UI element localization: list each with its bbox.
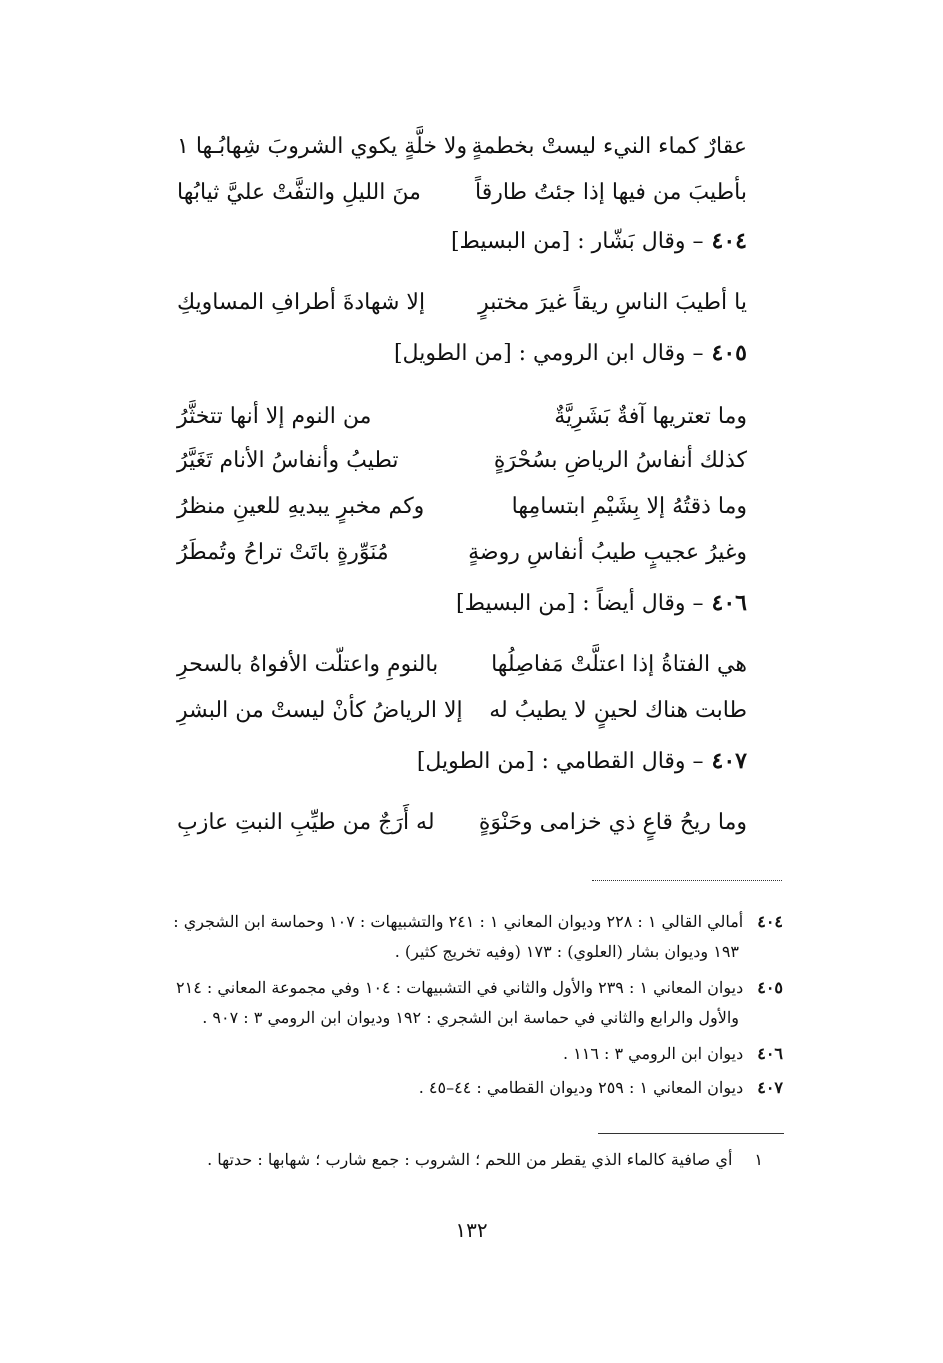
verse-second-hemistich: ولا خلَّةٍ يكوي الشروبَ شِهابُـها ١ (177, 133, 468, 159)
footnote-continuation: والأول والرابع والثاني في حماسة ابن الشجري : ١٩٢ وديوان ابن الرومي ٣ : ٩٠٧ . (202, 1008, 739, 1027)
footnote-text: ديوان ابن الرومي ٣ : ١١٦ . (562, 1044, 744, 1063)
section-title: – وقال بَشّار : [من البسيط] (450, 229, 704, 254)
section-title: – وقال أيضاً : [من البسيط] (456, 591, 704, 616)
verse-first-hemistich: طابت هناك لحينٍ لا يطيبُ له (489, 697, 747, 723)
verse-line (177, 486, 747, 526)
footnote-number: ٤٠٤ (757, 912, 783, 931)
section-heading-407 (417, 748, 747, 774)
note-number: ١ (754, 1150, 763, 1169)
verse-first-hemistich: وما ريحُ قاعٍ ذي خزامى وحَنْوَةٍ (478, 809, 747, 835)
verse-line (177, 802, 747, 842)
verse-line (177, 644, 747, 684)
page-number: ١٣٢ (455, 1218, 488, 1242)
verse-second-hemistich: له أَرَجٌ من طيِّبِ النبتِ عازبِ (177, 809, 435, 835)
verse-line (177, 396, 747, 436)
verse-second-hemistich: وكم مخبرٍ يبديهِ للعينِ منظرُ (177, 493, 425, 519)
source-footnote-405 (176, 978, 783, 997)
verse-second-hemistich: منَ الليلِ والتفَّتْ عليَّ ثيابُها (177, 179, 421, 205)
footnote-separator (592, 880, 782, 881)
verse-second-hemistich: بالنومِ واعتلّت الأفواهُ بالسحرِ (177, 651, 439, 677)
explanatory-note (207, 1150, 763, 1169)
footnote-number: ٤٠٧ (757, 1078, 783, 1097)
verse-second-hemistich: من النوم إلا أنها تتخثَّرُ (177, 403, 372, 429)
section-number: ٤٠٧ (711, 748, 747, 774)
footnote-number: ٤٠٦ (757, 1044, 783, 1063)
note-text: أي صافية كالماء الذي يقطر من اللحم ؛ الشروب : جمع شارب ؛ شهابها : حدتها . (207, 1150, 733, 1169)
verse-second-hemistich: تطيبُ وأنفاسُ الأنام تَغَيَّرُ (177, 447, 399, 473)
verse-line (177, 440, 747, 480)
verse-line (177, 126, 747, 166)
source-footnote-407 (419, 1078, 783, 1097)
section-title: – وقال ابن الرومي : [من الطويل] (393, 341, 704, 366)
verse-line (177, 532, 747, 572)
verse-line (177, 282, 747, 322)
verse-second-hemistich: مُنَوِّرةٍ باتَتْ تراحُ وتُمطَرُ (177, 539, 389, 565)
verse-first-hemistich: وما تعتريها آفةٌ بَشَرِيَّةٌ (554, 403, 747, 429)
verse-first-hemistich: بأطيبَ من فيها إذا جئتُ طارقاً (475, 179, 747, 205)
footnote-text: أمالي القالي ١ : ٢٢٨ وديوان المعاني ١ : ٢٤١ والتشبيهات : ١٠٧ وحماسة ابن الشجري : (173, 912, 744, 931)
footnote-text: ديوان المعاني ١ : ٢٥٩ وديوان القطامي : ٤٤–٤٥ . (418, 1078, 744, 1097)
section-number: ٤٠٤ (711, 228, 747, 254)
verse-second-hemistich: إلا الرياضُ كأنْ ليستْ من البشرِ (177, 697, 463, 723)
footnote-continuation: ١٩٣ وديوان بشار (العلوي) : ١٧٣ (وفيه تخريج كثير) . (394, 942, 739, 961)
verse-first-hemistich: كذلك أنفاسُ الرياضِ بسُحْرَةٍ (493, 447, 747, 473)
verse-first-hemistich: يا أطيبَ الناسِ ريقاً غيرَ مختبرٍ (478, 289, 747, 315)
source-footnote-404 (173, 912, 783, 931)
verse-first-hemistich: عقارٌ كماء النيء ليستْ بخطمةٍ (471, 133, 747, 159)
verse-line (177, 172, 747, 212)
verse-first-hemistich: وغيرُ عجيبٍ طيبُ أنفاسِ روضةٍ (468, 539, 747, 565)
verse-first-hemistich: هي الفتاةُ إذا اعتلَّتْ مَفاصِلُها (491, 651, 747, 677)
section-title: – وقال القطامي : [من الطويل] (416, 749, 704, 774)
note-separator (598, 1133, 784, 1134)
verse-line (177, 690, 747, 730)
section-heading-404 (451, 228, 747, 254)
verse-first-hemistich: وما ذقتُهُ إلا بِشَيْمِ ابتسامِها (511, 493, 747, 519)
footnote-text: ديوان المعاني ١ : ٢٣٩ والأول والثاني في التشبيهات : ١٠٤ وفي مجموعة المعاني : ٢١٤ (176, 978, 744, 997)
section-number: ٤٠٦ (711, 590, 747, 616)
section-heading-406 (456, 590, 747, 616)
section-heading-405 (394, 340, 747, 366)
footnote-number: ٤٠٥ (757, 978, 783, 997)
section-number: ٤٠٥ (711, 340, 747, 366)
source-footnote-406 (563, 1044, 783, 1063)
verse-second-hemistich: إلا شهادةَ أطرافِ المساويكِ (177, 289, 426, 315)
